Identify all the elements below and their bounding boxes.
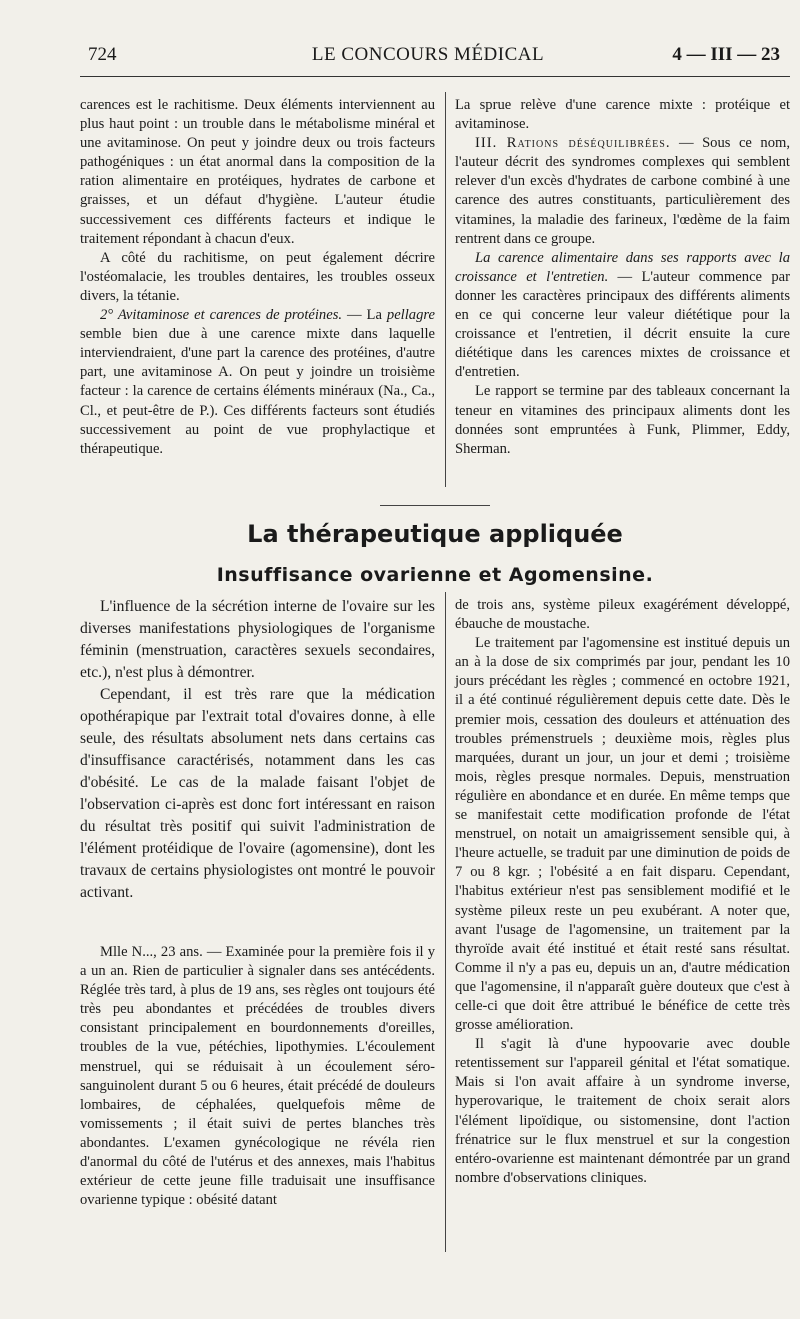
column-divider: [445, 592, 446, 1252]
paragraph-heading: 2° Avitaminose et carences de protéines.: [100, 307, 343, 324]
header-rule: [80, 76, 790, 77]
column-divider: [445, 92, 446, 487]
top-right-column: [455, 96, 790, 459]
journal-title: LE CONCOURS MÉDICAL: [311, 44, 545, 65]
top-left-column: [80, 96, 435, 459]
paragraph: Le traitement par l'agomensine est institué depuis un an à la dose de six comprimés par jour, pendant les 10 jours précédant les règles ; commencé en octobre 1921, il a été continué régulièrement depuis cette date. Dès le premier mois, cessation des douleurs et atténuation des troubles prémenstruels ; deuxième mois, règles plus marquées, durant un jour, un jour et demi ; troisième mois, règles presque normales. Depuis, menstruation régulière en abondance et en durée. En même temps que se manifestait cette modification profonde de l'état menstruel, on notait un amaigrissement sensible qui, à l'heure actuelle, se traduit par une diminution de poids de 7 ou 8 kgr. ; l'obésité a en fait disparu. Cependant, l'habitus extérieur n'est pas sensiblement modifié et le système pileux reste un peu exubérant. A noter que, avant l'usage de l'agomensine, un traitement par la thyroïde avait été institué et était resté sans résultat. Comme il n'y a pas eu, depuis un an, d'autre médication que l'agomensine, il n'apparaît guère douteux que c'est à celle-ci que doit être attribué le bénéfice de cette très grosse amélioration.: [455, 635, 790, 1034]
paragraph: Cependant, il est très rare que la médication opothérapique par l'extrait total d'ovaires donne, à elle seule, des résultats absolument nets dans certains cas d'insuffisance caractérisés, notamment dans les cas d'obésité. Le cas de la malade faisant l'objet de l'observation ci-après est donc fort intéressant en raison du résultat très positif qui suivit l'administration de l'élément protéidique de l'ovaire (agomensine), dont les travaux de certains physiologistes ont montré le pouvoir activant.: [80, 686, 435, 901]
article-title: Insuffisance ovarienne et Agomensine.: [216, 564, 654, 586]
issue-date: 4 — III — 23: [672, 44, 780, 65]
paragraph-heading: La carence alimentaire dans ses rapports avec la croissance et l'entretien.: [455, 249, 790, 285]
term: pellagre: [386, 307, 435, 324]
paragraph: L'influence de la sécrétion interne de l'ovaire sur les diverses manifestations physiologiques de l'organisme féminin (menstruation, caractères sexuels secondaires, etc.), n'est plus à démontrer.: [80, 598, 435, 681]
paragraph: Il s'agit là d'une hypoovarie avec double retentissement sur l'appareil génital et l'état somatique. Mais si l'on avait affaire à un syndrome inverse, hyperovarique, le traitement de choix serait alors l'élément lipoïdique, ou sistomensine, dont l'action frénatrice sur le flux menstruel et sur la congestion entéro-ovarienne est maintenant démontrée par un grand nombre d'observations cliniques.: [455, 1036, 790, 1186]
paragraph: III. Rations déséquilibrées. — Sous ce nom, l'auteur décrit des syndromes complexes qui semblent relever d'un excès d'hydrates de carbone combiné à une carence des autres constituants, particulièrement des vitamines, la maladie des farineux, l'œdème de la faim rentrent dans ce groupe.: [455, 135, 790, 247]
running-header: [88, 44, 792, 74]
paragraph: A côté du rachitisme, on peut également décrire l'ostéomalacie, les troubles dentaires, les troubles osseux divers, la tétanie.: [80, 249, 435, 304]
paragraph: de trois ans, système pileux exagérément développé, ébauche de moustache.: [455, 597, 790, 633]
paragraph-heading: III. Rations déséquilibrées.: [475, 135, 671, 152]
observation-column: [80, 943, 435, 1210]
paragraph: La carence alimentaire dans ses rapports avec la croissance et l'entretien. — L'auteur commence par donner les caractères principaux des différents aliments en ce qui concerne leur valeur diététique pour la croissance et l'entretien, il décrit ensuite la cure diététique dans les carences mixtes de croissance et d'entretien.: [455, 249, 790, 381]
paragraph: Mlle N..., 23 ans. — Examinée pour la première fois il y a un an. Rien de particulier à signaler dans ses antécédents. Réglée très tard, à plus de 19 ans, ses règles ont toujours été très peu abondantes et précédées de troubles divers consistant principalement en bourdonnements d'oreilles, troubles de la vue, pétéchies, lipothymies. L'écoulement menstruel, qui se réduisait à un écoulement séro-sanguinolent durant 5 ou 6 heures, était précédé de douleurs lombaires, de céphalées, quelquefois même de vomissements ; il était suivi de pertes blanches très abondantes. L'examen gynécologique ne révéla rien d'anormal du côté de l'utérus et des annexes, mais l'habitus extérieur de cette jeune fille traduisait une insuffisance ovarienne typique : obésité datant: [80, 944, 435, 1209]
paragraph: carences est le rachitisme. Deux éléments interviennent au plus haut point : un trouble dans le métabolisme minéral et une avitaminose. On peut y joindre deux ou trois facteurs pathogéniques : un état anormal dans la composition de la ration alimentaire en protéiques, hydrates de carbone et graisses, et un défaut d'hygiène. L'auteur étudie successivement ces différents facteurs et indique le traitement répondant à chacun d'eux.: [80, 97, 435, 247]
bottom-right-column: [455, 596, 790, 1188]
section-title: La thérapeutique appliquée: [247, 520, 623, 548]
intro-column: [80, 596, 435, 904]
paragraph: Le rapport se termine par des tableaux concernant la teneur en vitamines des principaux aliments dont les données sont empruntées à Funk, Plimmer, Eddy, Sherman.: [455, 383, 790, 457]
paragraph: La sprue relève d'une carence mixte : protéique et avitaminose.: [455, 97, 790, 133]
section-separator: [380, 505, 490, 506]
paragraph: 2° Avitaminose et carences de protéines. — La pellagre semble bien due à une carence mixte dans laquelle interviendraient, d'une part la carence des protéines, d'autre part, une avitaminose A. On peut y joindre un troisième facteur : la carence de certains éléments minéraux (Na., Ca., Cl., et peut-être de P.). Ces différents facteurs sont étudiés successivement au point de vue prophylactique et thérapeutique.: [80, 307, 435, 457]
page-number: 724: [88, 44, 117, 65]
